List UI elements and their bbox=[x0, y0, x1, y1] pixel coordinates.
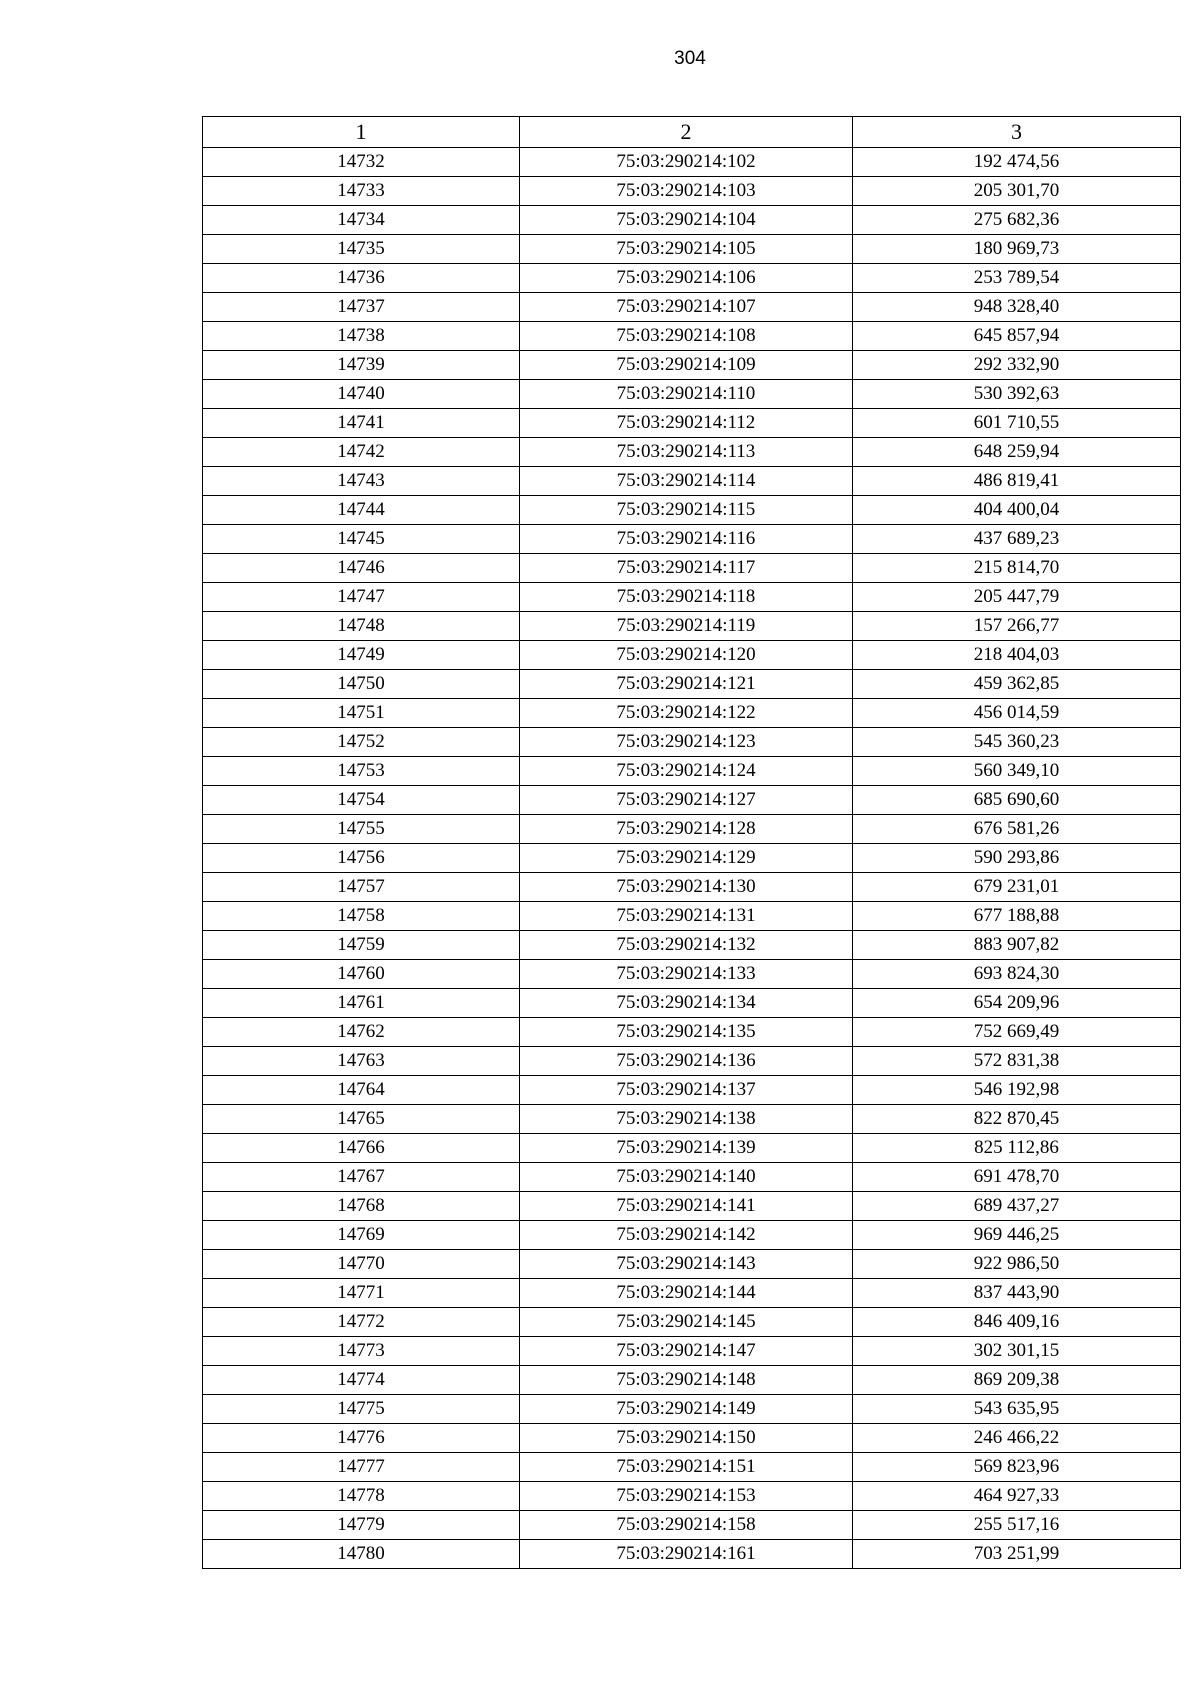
row-number-cell: 14756 bbox=[203, 844, 520, 873]
column-header-3: 3 bbox=[853, 117, 1181, 148]
table-header bbox=[203, 117, 1181, 148]
row-number-cell: 14742 bbox=[203, 438, 520, 467]
cadastral-number-cell: 75:03:290214:127 bbox=[520, 786, 853, 815]
cadastral-number-cell: 75:03:290214:103 bbox=[520, 177, 853, 206]
table-row bbox=[203, 1308, 1181, 1337]
value-cell: 689 437,27 bbox=[853, 1192, 1181, 1221]
value-cell: 679 231,01 bbox=[853, 873, 1181, 902]
cadastral-number-cell: 75:03:290214:118 bbox=[520, 583, 853, 612]
row-number-cell: 14748 bbox=[203, 612, 520, 641]
value-cell: 837 443,90 bbox=[853, 1279, 1181, 1308]
table-row bbox=[203, 1076, 1181, 1105]
value-cell: 486 819,41 bbox=[853, 467, 1181, 496]
value-cell: 654 209,96 bbox=[853, 989, 1181, 1018]
cadastral-number-cell: 75:03:290214:153 bbox=[520, 1482, 853, 1511]
value-cell: 601 710,55 bbox=[853, 409, 1181, 438]
value-cell: 456 014,59 bbox=[853, 699, 1181, 728]
row-number-cell: 14752 bbox=[203, 728, 520, 757]
row-number-cell: 14767 bbox=[203, 1163, 520, 1192]
row-number-cell: 14754 bbox=[203, 786, 520, 815]
row-number-cell: 14750 bbox=[203, 670, 520, 699]
value-cell: 464 927,33 bbox=[853, 1482, 1181, 1511]
table-row bbox=[203, 583, 1181, 612]
row-number-cell: 14739 bbox=[203, 351, 520, 380]
table-row bbox=[203, 1047, 1181, 1076]
row-number-cell: 14762 bbox=[203, 1018, 520, 1047]
value-cell: 869 209,38 bbox=[853, 1366, 1181, 1395]
data-table bbox=[202, 116, 1181, 1569]
table-row bbox=[203, 1018, 1181, 1047]
value-cell: 969 446,25 bbox=[853, 1221, 1181, 1250]
value-cell: 846 409,16 bbox=[853, 1308, 1181, 1337]
table-row bbox=[203, 757, 1181, 786]
cadastral-number-cell: 75:03:290214:138 bbox=[520, 1105, 853, 1134]
row-number-cell: 14733 bbox=[203, 177, 520, 206]
table-row bbox=[203, 351, 1181, 380]
table-row bbox=[203, 1395, 1181, 1424]
value-cell: 691 478,70 bbox=[853, 1163, 1181, 1192]
row-number-cell: 14758 bbox=[203, 902, 520, 931]
value-cell: 752 669,49 bbox=[853, 1018, 1181, 1047]
table-row bbox=[203, 612, 1181, 641]
row-number-cell: 14745 bbox=[203, 525, 520, 554]
value-cell: 192 474,56 bbox=[853, 148, 1181, 177]
value-cell: 253 789,54 bbox=[853, 264, 1181, 293]
cadastral-number-cell: 75:03:290214:136 bbox=[520, 1047, 853, 1076]
value-cell: 648 259,94 bbox=[853, 438, 1181, 467]
table-row bbox=[203, 467, 1181, 496]
table-row bbox=[203, 728, 1181, 757]
row-number-cell: 14765 bbox=[203, 1105, 520, 1134]
cadastral-number-cell: 75:03:290214:142 bbox=[520, 1221, 853, 1250]
value-cell: 677 188,88 bbox=[853, 902, 1181, 931]
row-number-cell: 14769 bbox=[203, 1221, 520, 1250]
row-number-cell: 14778 bbox=[203, 1482, 520, 1511]
row-number-cell: 14732 bbox=[203, 148, 520, 177]
table-row bbox=[203, 1540, 1181, 1569]
cadastral-number-cell: 75:03:290214:131 bbox=[520, 902, 853, 931]
value-cell: 275 682,36 bbox=[853, 206, 1181, 235]
row-number-cell: 14759 bbox=[203, 931, 520, 960]
value-cell: 546 192,98 bbox=[853, 1076, 1181, 1105]
table-row bbox=[203, 873, 1181, 902]
row-number-cell: 14753 bbox=[203, 757, 520, 786]
row-number-cell: 14746 bbox=[203, 554, 520, 583]
value-cell: 569 823,96 bbox=[853, 1453, 1181, 1482]
value-cell: 205 447,79 bbox=[853, 583, 1181, 612]
table-row bbox=[203, 554, 1181, 583]
table-row bbox=[203, 1366, 1181, 1395]
cadastral-number-cell: 75:03:290214:129 bbox=[520, 844, 853, 873]
cadastral-number-cell: 75:03:290214:123 bbox=[520, 728, 853, 757]
row-number-cell: 14740 bbox=[203, 380, 520, 409]
value-cell: 205 301,70 bbox=[853, 177, 1181, 206]
cadastral-number-cell: 75:03:290214:149 bbox=[520, 1395, 853, 1424]
table-row bbox=[203, 1192, 1181, 1221]
value-cell: 302 301,15 bbox=[853, 1337, 1181, 1366]
row-number-cell: 14749 bbox=[203, 641, 520, 670]
value-cell: 543 635,95 bbox=[853, 1395, 1181, 1424]
row-number-cell: 14744 bbox=[203, 496, 520, 525]
cadastral-number-cell: 75:03:290214:135 bbox=[520, 1018, 853, 1047]
cadastral-number-cell: 75:03:290214:134 bbox=[520, 989, 853, 1018]
table-row bbox=[203, 960, 1181, 989]
cadastral-number-cell: 75:03:290214:115 bbox=[520, 496, 853, 525]
row-number-cell: 14760 bbox=[203, 960, 520, 989]
value-cell: 255 517,16 bbox=[853, 1511, 1181, 1540]
cadastral-number-cell: 75:03:290214:106 bbox=[520, 264, 853, 293]
table-row bbox=[203, 177, 1181, 206]
value-cell: 157 266,77 bbox=[853, 612, 1181, 641]
row-number-cell: 14735 bbox=[203, 235, 520, 264]
cadastral-number-cell: 75:03:290214:105 bbox=[520, 235, 853, 264]
value-cell: 703 251,99 bbox=[853, 1540, 1181, 1569]
cadastral-number-cell: 75:03:290214:158 bbox=[520, 1511, 853, 1540]
cadastral-number-cell: 75:03:290214:144 bbox=[520, 1279, 853, 1308]
cadastral-number-cell: 75:03:290214:113 bbox=[520, 438, 853, 467]
cadastral-number-cell: 75:03:290214:143 bbox=[520, 1250, 853, 1279]
table-row bbox=[203, 699, 1181, 728]
cadastral-number-cell: 75:03:290214:140 bbox=[520, 1163, 853, 1192]
row-number-cell: 14770 bbox=[203, 1250, 520, 1279]
cadastral-number-cell: 75:03:290214:117 bbox=[520, 554, 853, 583]
table-row bbox=[203, 902, 1181, 931]
cadastral-number-cell: 75:03:290214:119 bbox=[520, 612, 853, 641]
table-row bbox=[203, 989, 1181, 1018]
value-cell: 822 870,45 bbox=[853, 1105, 1181, 1134]
row-number-cell: 14734 bbox=[203, 206, 520, 235]
row-number-cell: 14738 bbox=[203, 322, 520, 351]
row-number-cell: 14775 bbox=[203, 1395, 520, 1424]
table-row bbox=[203, 670, 1181, 699]
column-header-1: 1 bbox=[203, 117, 520, 148]
table-row bbox=[203, 786, 1181, 815]
row-number-cell: 14777 bbox=[203, 1453, 520, 1482]
cadastral-number-cell: 75:03:290214:110 bbox=[520, 380, 853, 409]
value-cell: 292 332,90 bbox=[853, 351, 1181, 380]
cadastral-number-cell: 75:03:290214:150 bbox=[520, 1424, 853, 1453]
cadastral-number-cell: 75:03:290214:107 bbox=[520, 293, 853, 322]
value-cell: 883 907,82 bbox=[853, 931, 1181, 960]
row-number-cell: 14768 bbox=[203, 1192, 520, 1221]
row-number-cell: 14747 bbox=[203, 583, 520, 612]
row-number-cell: 14779 bbox=[203, 1511, 520, 1540]
table-row bbox=[203, 815, 1181, 844]
table-row bbox=[203, 844, 1181, 873]
cadastral-number-cell: 75:03:290214:133 bbox=[520, 960, 853, 989]
table-row bbox=[203, 380, 1181, 409]
cadastral-number-cell: 75:03:290214:161 bbox=[520, 1540, 853, 1569]
cadastral-number-cell: 75:03:290214:102 bbox=[520, 148, 853, 177]
table-row bbox=[203, 525, 1181, 554]
value-cell: 215 814,70 bbox=[853, 554, 1181, 583]
table-row bbox=[203, 641, 1181, 670]
row-number-cell: 14741 bbox=[203, 409, 520, 438]
row-number-cell: 14737 bbox=[203, 293, 520, 322]
table-row bbox=[203, 1482, 1181, 1511]
table-row bbox=[203, 409, 1181, 438]
value-cell: 922 986,50 bbox=[853, 1250, 1181, 1279]
row-number-cell: 14780 bbox=[203, 1540, 520, 1569]
row-number-cell: 14774 bbox=[203, 1366, 520, 1395]
value-cell: 825 112,86 bbox=[853, 1134, 1181, 1163]
cadastral-number-cell: 75:03:290214:128 bbox=[520, 815, 853, 844]
table-row bbox=[203, 1221, 1181, 1250]
row-number-cell: 14773 bbox=[203, 1337, 520, 1366]
cadastral-number-cell: 75:03:290214:147 bbox=[520, 1337, 853, 1366]
value-cell: 560 349,10 bbox=[853, 757, 1181, 786]
value-cell: 572 831,38 bbox=[853, 1047, 1181, 1076]
cadastral-number-cell: 75:03:290214:139 bbox=[520, 1134, 853, 1163]
row-number-cell: 14761 bbox=[203, 989, 520, 1018]
row-number-cell: 14776 bbox=[203, 1424, 520, 1453]
cadastral-number-cell: 75:03:290214:132 bbox=[520, 931, 853, 960]
value-cell: 180 969,73 bbox=[853, 235, 1181, 264]
cadastral-number-cell: 75:03:290214:137 bbox=[520, 1076, 853, 1105]
row-number-cell: 14755 bbox=[203, 815, 520, 844]
column-header-2: 2 bbox=[520, 117, 853, 148]
cadastral-number-cell: 75:03:290214:108 bbox=[520, 322, 853, 351]
table-row bbox=[203, 148, 1181, 177]
row-number-cell: 14743 bbox=[203, 467, 520, 496]
table-row bbox=[203, 1163, 1181, 1192]
value-cell: 545 360,23 bbox=[853, 728, 1181, 757]
value-cell: 645 857,94 bbox=[853, 322, 1181, 351]
value-cell: 590 293,86 bbox=[853, 844, 1181, 873]
cadastral-number-cell: 75:03:290214:122 bbox=[520, 699, 853, 728]
row-number-cell: 14763 bbox=[203, 1047, 520, 1076]
table-row bbox=[203, 1337, 1181, 1366]
table-body bbox=[203, 148, 1181, 1569]
cadastral-number-cell: 75:03:290214:116 bbox=[520, 525, 853, 554]
table-row bbox=[203, 1250, 1181, 1279]
table-row bbox=[203, 438, 1181, 467]
row-number-cell: 14736 bbox=[203, 264, 520, 293]
value-cell: 685 690,60 bbox=[853, 786, 1181, 815]
cadastral-number-cell: 75:03:290214:124 bbox=[520, 757, 853, 786]
table-row bbox=[203, 322, 1181, 351]
row-number-cell: 14764 bbox=[203, 1076, 520, 1105]
table-row bbox=[203, 235, 1181, 264]
cadastral-number-cell: 75:03:290214:145 bbox=[520, 1308, 853, 1337]
value-cell: 693 824,30 bbox=[853, 960, 1181, 989]
table-row bbox=[203, 1279, 1181, 1308]
cadastral-number-cell: 75:03:290214:141 bbox=[520, 1192, 853, 1221]
value-cell: 459 362,85 bbox=[853, 670, 1181, 699]
page-number: 304 bbox=[674, 48, 706, 69]
cadastral-number-cell: 75:03:290214:151 bbox=[520, 1453, 853, 1482]
table-row bbox=[203, 293, 1181, 322]
header-row bbox=[203, 117, 1181, 148]
value-cell: 948 328,40 bbox=[853, 293, 1181, 322]
table-row bbox=[203, 1134, 1181, 1163]
table-row bbox=[203, 264, 1181, 293]
table-row bbox=[203, 1105, 1181, 1134]
value-cell: 218 404,03 bbox=[853, 641, 1181, 670]
row-number-cell: 14772 bbox=[203, 1308, 520, 1337]
table-row bbox=[203, 1453, 1181, 1482]
row-number-cell: 14771 bbox=[203, 1279, 520, 1308]
value-cell: 404 400,04 bbox=[853, 496, 1181, 525]
table-row bbox=[203, 1424, 1181, 1453]
row-number-cell: 14757 bbox=[203, 873, 520, 902]
table-row bbox=[203, 496, 1181, 525]
cadastral-number-cell: 75:03:290214:109 bbox=[520, 351, 853, 380]
cadastral-number-cell: 75:03:290214:130 bbox=[520, 873, 853, 902]
cadastral-number-cell: 75:03:290214:114 bbox=[520, 467, 853, 496]
value-cell: 530 392,63 bbox=[853, 380, 1181, 409]
cadastral-number-cell: 75:03:290214:120 bbox=[520, 641, 853, 670]
value-cell: 246 466,22 bbox=[853, 1424, 1181, 1453]
cadastral-number-cell: 75:03:290214:148 bbox=[520, 1366, 853, 1395]
cadastral-number-cell: 75:03:290214:112 bbox=[520, 409, 853, 438]
row-number-cell: 14766 bbox=[203, 1134, 520, 1163]
cadastral-number-cell: 75:03:290214:104 bbox=[520, 206, 853, 235]
value-cell: 676 581,26 bbox=[853, 815, 1181, 844]
table-row bbox=[203, 206, 1181, 235]
table-row bbox=[203, 1511, 1181, 1540]
value-cell: 437 689,23 bbox=[853, 525, 1181, 554]
table-row bbox=[203, 931, 1181, 960]
cadastral-number-cell: 75:03:290214:121 bbox=[520, 670, 853, 699]
row-number-cell: 14751 bbox=[203, 699, 520, 728]
